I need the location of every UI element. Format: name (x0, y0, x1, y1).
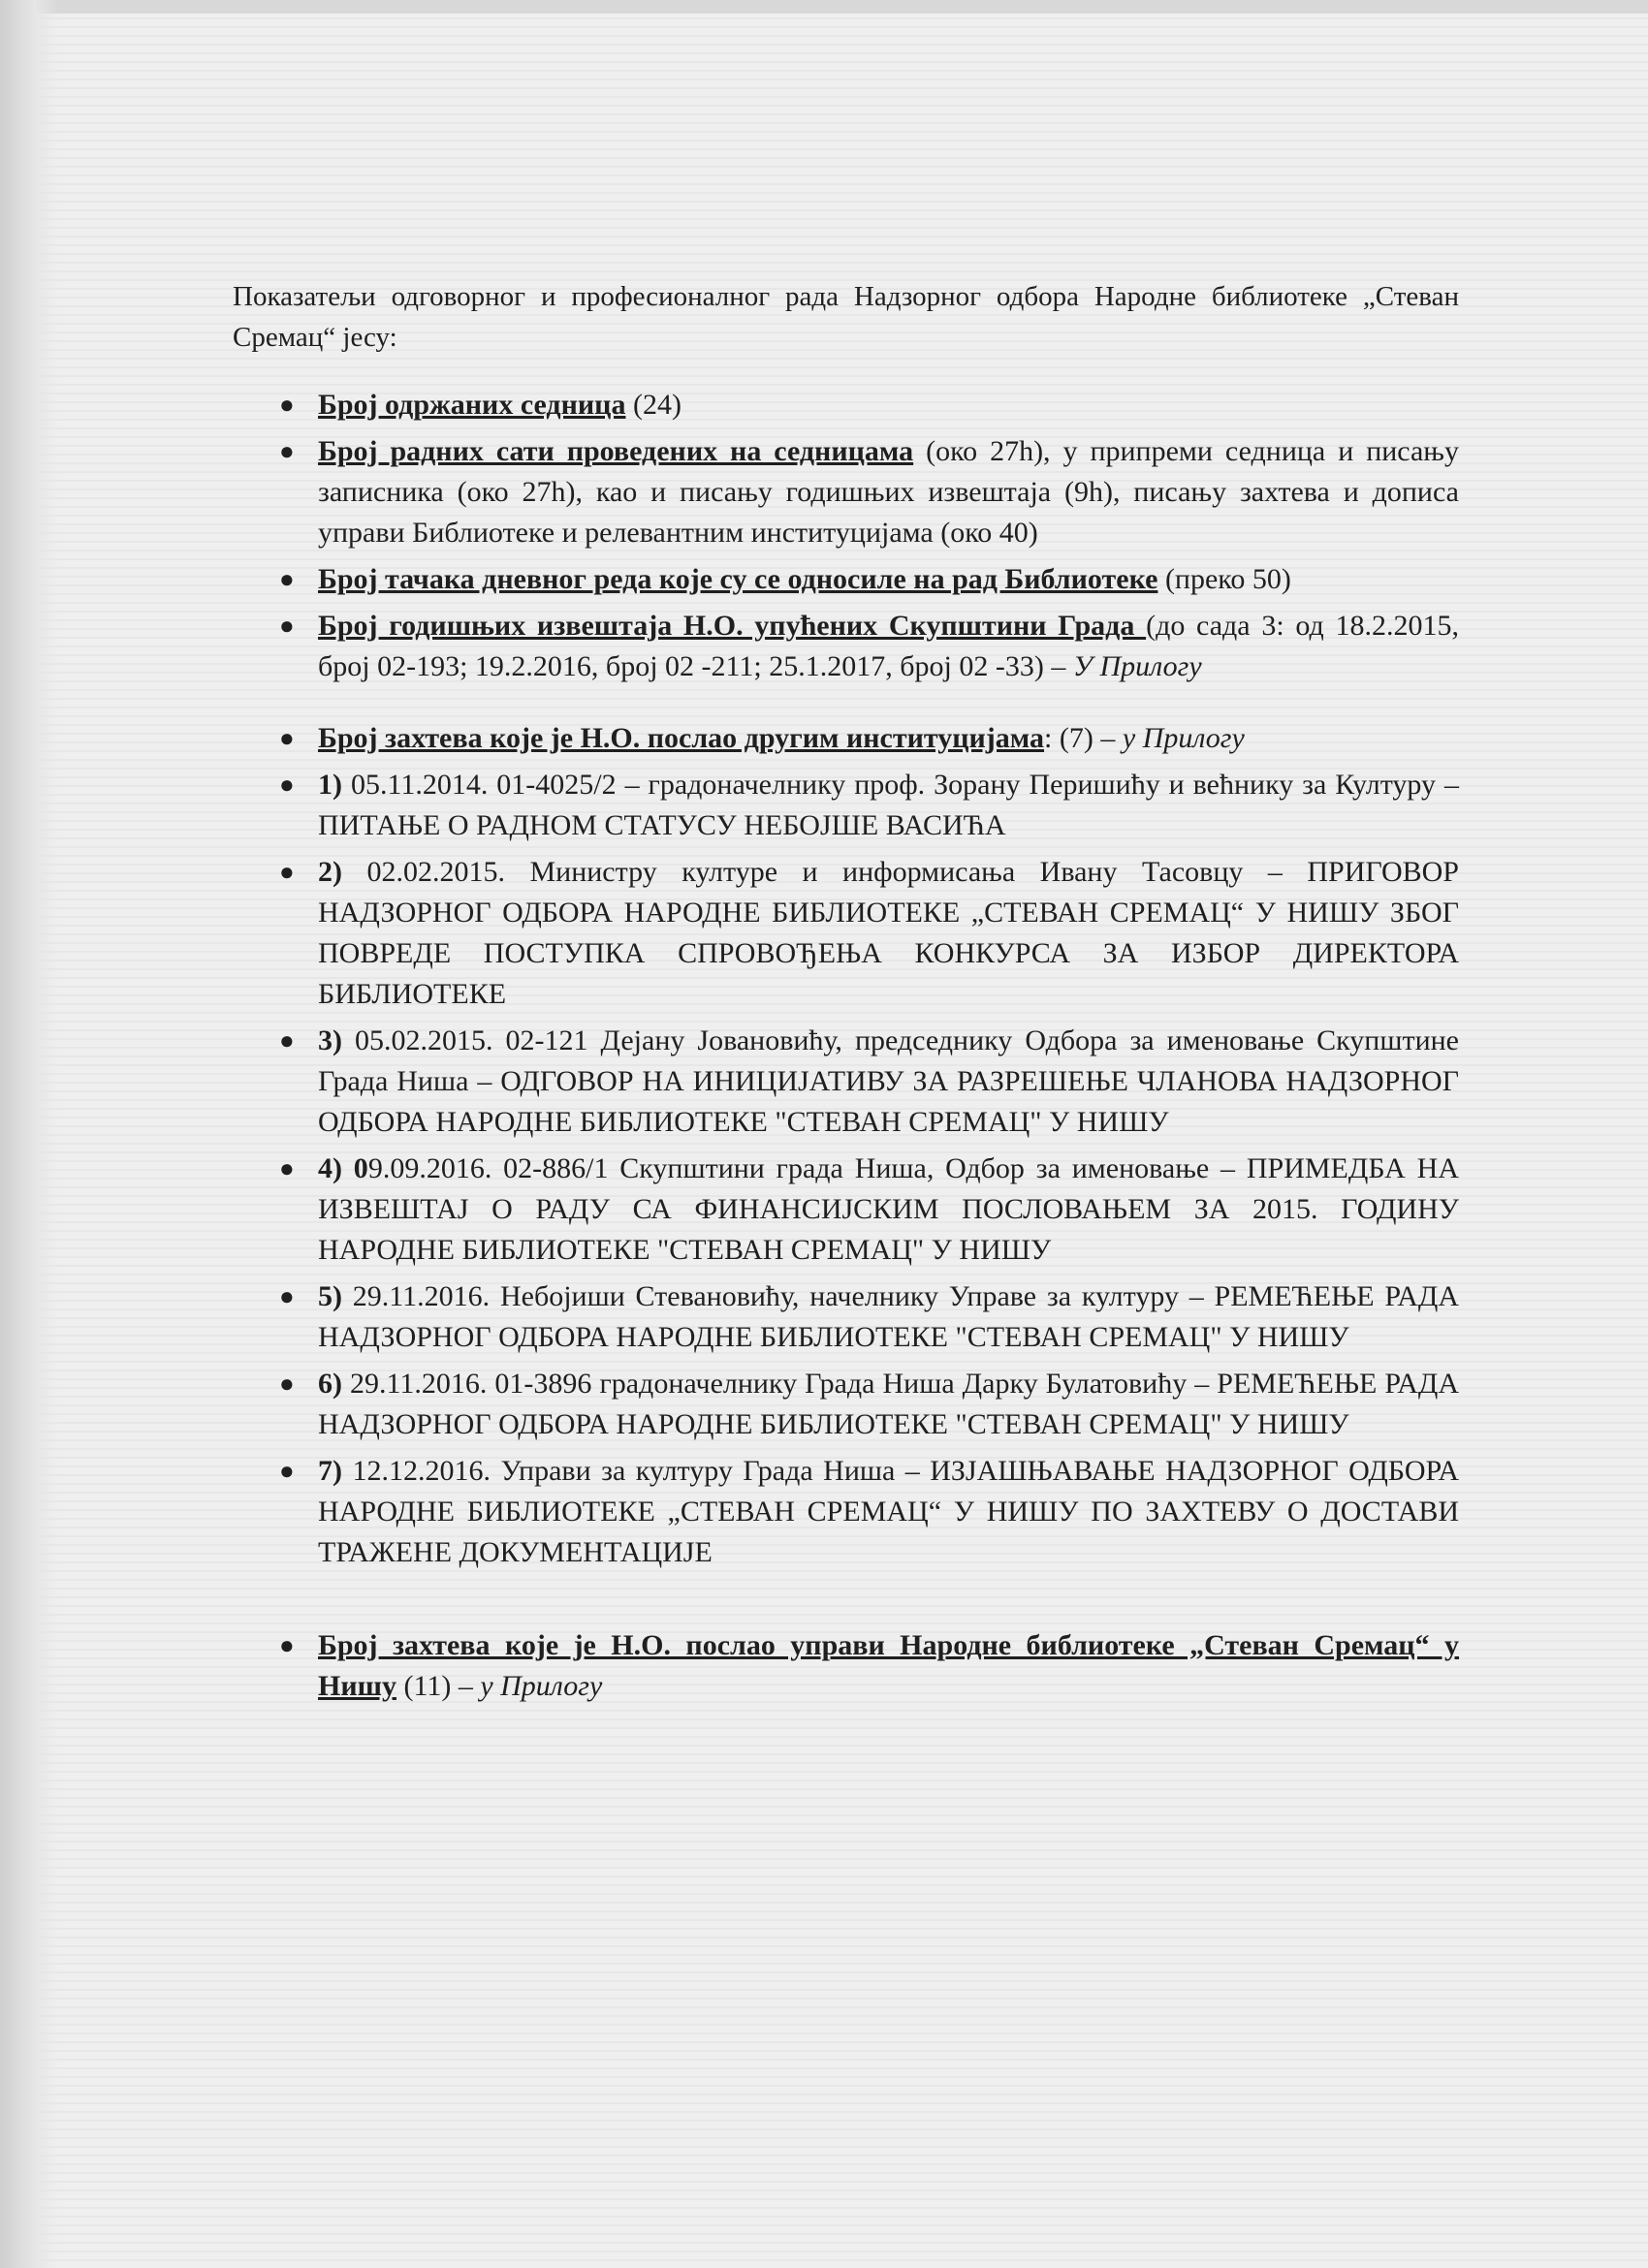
bullet-icon: ● (279, 1026, 295, 1055)
list-item: ● Број одржаних седница (24) (233, 385, 1459, 425)
list-item: ● Број годишњих извештаја Н.О. упућених Скупштини Града (до сада 3: од 18.2.2015, број 02-193; 19.2.2016, број 02 -211; 25.1.2017, број 02 -33) – У Прилогу (233, 606, 1459, 687)
bullet-icon: ● (279, 437, 295, 465)
list-item: ● 2) 02.02.2015. Министру културе и информисања Ивану Тасовцу – ПРИГОВОР НАДЗОРНОГ ОДБОРА НАРОДНЕ БИБЛИОТЕКЕ „СТЕВАН СРЕМАЦ“ У НИШУ ЗБОГ ПОВРЕДЕ ПОСТУПКА СПРОВОЂЕЊА КОНКУРСА ЗА ИЗБОР ДИРЕКТОРА БИБЛИОТЕКЕ (233, 852, 1459, 1015)
bullet-icon: ● (279, 391, 295, 419)
list-item: ● 5) 29.11.2016. Небојиши Стевановићу, начелнику Управе за културу – РЕМЕЋЕЊЕ РАДА НАДЗОРНОГ ОДБОРА НАРОДНЕ БИБЛИОТЕКЕ "СТЕВАН СРЕМАЦ" У НИШУ (233, 1276, 1459, 1358)
indicator-list (233, 385, 1459, 1707)
document-body (233, 276, 1459, 1713)
bullet-icon: ● (279, 1282, 295, 1310)
list-item: ● Број радних сати проведених на седницама (око 27h), у припреми седница и писању записника (око 27h), као и писању годишњих извештаја (9h), писању захтева и дописа управи Библиотеке и релевантним институцијама (око 40) (233, 431, 1459, 553)
list-item: ● 6) 29.11.2016. 01-3896 градоначелнику Града Ниша Дарку Булатовићу – РЕМЕЋЕЊЕ РАДА НАДЗОРНОГ ОДБОРА НАРОДНЕ БИБЛИОТЕКЕ "СТЕВАН СРЕМАЦ" У НИШУ (233, 1364, 1459, 1445)
list-item: ● Број захтева које је Н.О. послао управи Народне библиотеке „Стеван Сремац“ у Нишу (11) – у Прилогу (233, 1625, 1459, 1707)
list-item: ● 1) 05.11.2014. 01-4025/2 – градоначелнику проф. Зорану Перишићу и већнику за Културу – ПИТАЊЕ О РАДНОМ СТАТУСУ НЕБОЈШЕ ВАСИЋА (233, 765, 1459, 846)
list-item: ● 3) 05.02.2015. 02-121 Дејану Јовановићу, председнику Одбора за именовање Скупштине Града Ниша – ОДГОВОР НА ИНИЦИЈАТИВУ ЗА РАЗРЕШЕЊЕ ЧЛАНОВА НАДЗОРНОГ ОДБОРА НАРОДНЕ БИБЛИОТЕКЕ "СТЕВАН СРЕМАЦ" У НИШУ (233, 1021, 1459, 1143)
bullet-icon: ● (279, 771, 295, 799)
list-item: ● 7) 12.12.2016. Управи за културу Града Ниша – ИЗЈАШЊАВАЊЕ НАДЗОРНОГ ОДБОРА НАРОДНЕ БИБЛИОТЕКЕ „СТЕВАН СРЕМАЦ“ У НИШУ ПО ЗАХТЕВУ О ДОСТАВИ ТРАЖЕНЕ ДОКУМЕНТАЦИЈЕ (233, 1451, 1459, 1573)
bullet-icon: ● (279, 612, 295, 640)
list-item: ● 4) 09.09.2016. 02-886/1 Скупштини града Ниша, Одбор за именовање – ПРИМЕДБА НА ИЗВЕШТАЈ О РАДУ СА ФИНАНСИЈСКИМ ПОСЛОВАЊЕМ ЗА 2015. ГОДИНУ НАРОДНЕ БИБЛИОТЕКЕ "СТЕВАН СРЕМАЦ" У НИШУ (233, 1149, 1459, 1271)
bullet-icon: ● (279, 1457, 295, 1485)
list-item: ● Број тачака дневног реда које су се односиле на рад Библиотеке (преко 50) (233, 559, 1459, 600)
scan-top-edge (0, 0, 1648, 14)
list-item: ● Број захтева које је Н.О. послао другим институцијама: (7) – у Прилогу (233, 718, 1459, 759)
bullet-icon: ● (279, 724, 295, 752)
bullet-icon: ● (279, 858, 295, 886)
bullet-icon: ● (279, 1370, 295, 1398)
scan-left-edge (0, 0, 58, 2268)
bullet-icon: ● (279, 1631, 295, 1659)
intro-paragraph: Показатељи одговорног и професионалног рада Надзорног одбора Народне библиотеке „Стеван Сремац“ јесу: (233, 281, 1459, 353)
bullet-icon: ● (279, 1154, 295, 1182)
bullet-icon: ● (279, 565, 295, 593)
